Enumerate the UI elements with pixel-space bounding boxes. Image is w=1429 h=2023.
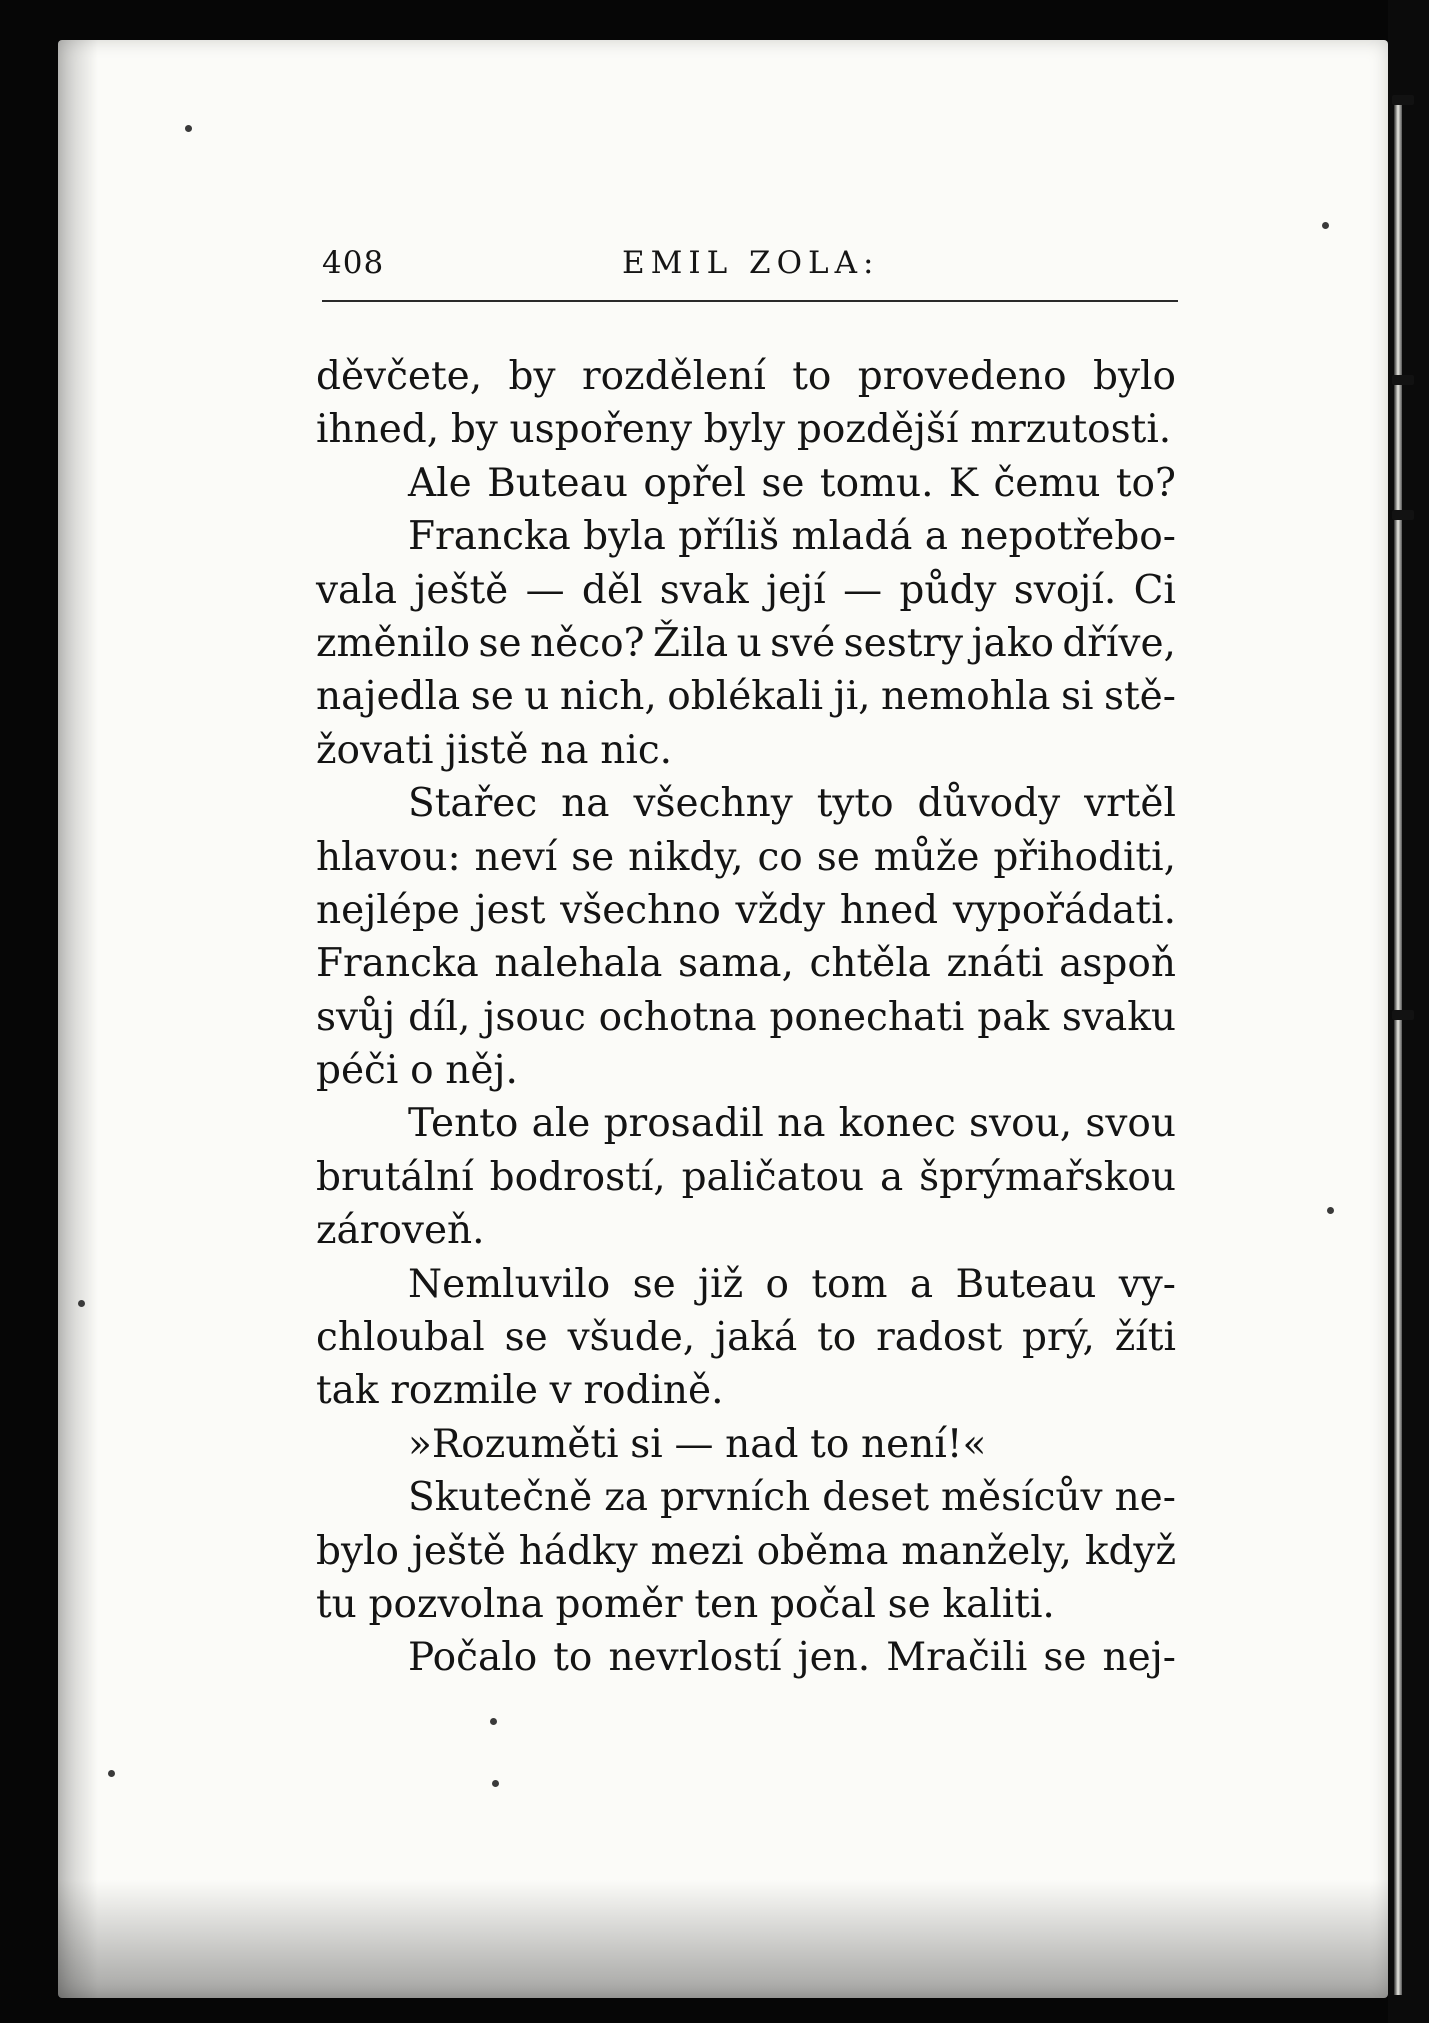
- header-rule: [322, 300, 1178, 302]
- text-line: najedla se u nich, oblékali ji, nemohla si stě-: [316, 674, 1176, 720]
- gutter-mark: [1392, 510, 1414, 520]
- scan-speck: [1327, 1207, 1334, 1214]
- text-line: tak rozmile v rodině.: [316, 1368, 724, 1414]
- page-edge-shadow: [58, 40, 98, 1998]
- text-line: zároveň.: [316, 1208, 485, 1254]
- scan-speck: [108, 1770, 115, 1777]
- text-line: Francka byla příliš mladá a nepotřebo-: [408, 514, 1176, 560]
- scan-speck: [1322, 222, 1329, 229]
- scan-speck: [490, 1718, 497, 1725]
- text-line: nejlépe jest všechno vždy hned vypořádati.: [316, 887, 1176, 933]
- text-line: bylo ještě hádky mezi oběma manžely, když: [316, 1528, 1176, 1574]
- running-title: EMIL ZOLA:: [622, 245, 880, 281]
- gutter-mark: [1392, 375, 1414, 385]
- text-line: brutální bodrostí, paličatou a šprýmařskou: [316, 1154, 1176, 1200]
- text-line: žovati jistě na nic.: [316, 727, 673, 773]
- text-line: hlavou: neví se nikdy, co se může přihoditi,: [316, 834, 1176, 880]
- gutter-mark: [1392, 95, 1414, 105]
- page-number: 408: [322, 245, 385, 281]
- text-line: Francka nalehala sama, chtěla znáti aspoň: [316, 941, 1176, 987]
- text-line: vala ještě — děl svak její — půdy svojí. Ci: [316, 567, 1176, 613]
- text-line: Stařec na všechny tyto důvody vrtěl: [408, 781, 1176, 827]
- text-line: Nemluvilo se již o tom a Buteau vy-: [408, 1261, 1176, 1307]
- page-bottom-shadow: [58, 1880, 1388, 1998]
- text-line: děvčete, by rozdělení to provedeno bylo: [316, 354, 1176, 399]
- scan-speck: [492, 1780, 499, 1787]
- body-text: [316, 350, 1176, 1685]
- text-line: »Rozuměti si — nad to není!«: [408, 1421, 987, 1467]
- text-line: Počalo to nevrlostí jen. Mračili se nej-: [408, 1635, 1176, 1681]
- text-line: chloubal se všude, jaká to radost prý, žíti: [316, 1315, 1176, 1361]
- running-header: [322, 245, 1178, 285]
- gutter-mark: [1392, 1010, 1414, 1020]
- text-line: svůj díl, jsouc ochotna ponechati pak svaku: [316, 994, 1176, 1040]
- scan-speck: [185, 125, 192, 132]
- text-line: Ale Buteau opřel se tomu. K čemu to?: [408, 460, 1176, 506]
- text-line: tu pozvolna poměr ten počal se kaliti.: [316, 1581, 1055, 1627]
- text-line: změnilo se něco? Žila u své sestry jako dříve,: [316, 620, 1176, 666]
- text-line: ihned, by uspořeny byly pozdější mrzutosti.: [316, 407, 1172, 453]
- text-line: péči o něj.: [316, 1048, 518, 1094]
- scan-speck: [78, 1300, 85, 1307]
- text-line: Tento ale prosadil na konec svou, svou: [408, 1101, 1176, 1147]
- text-line: Skutečně za prvních deset měsícův ne-: [408, 1475, 1176, 1521]
